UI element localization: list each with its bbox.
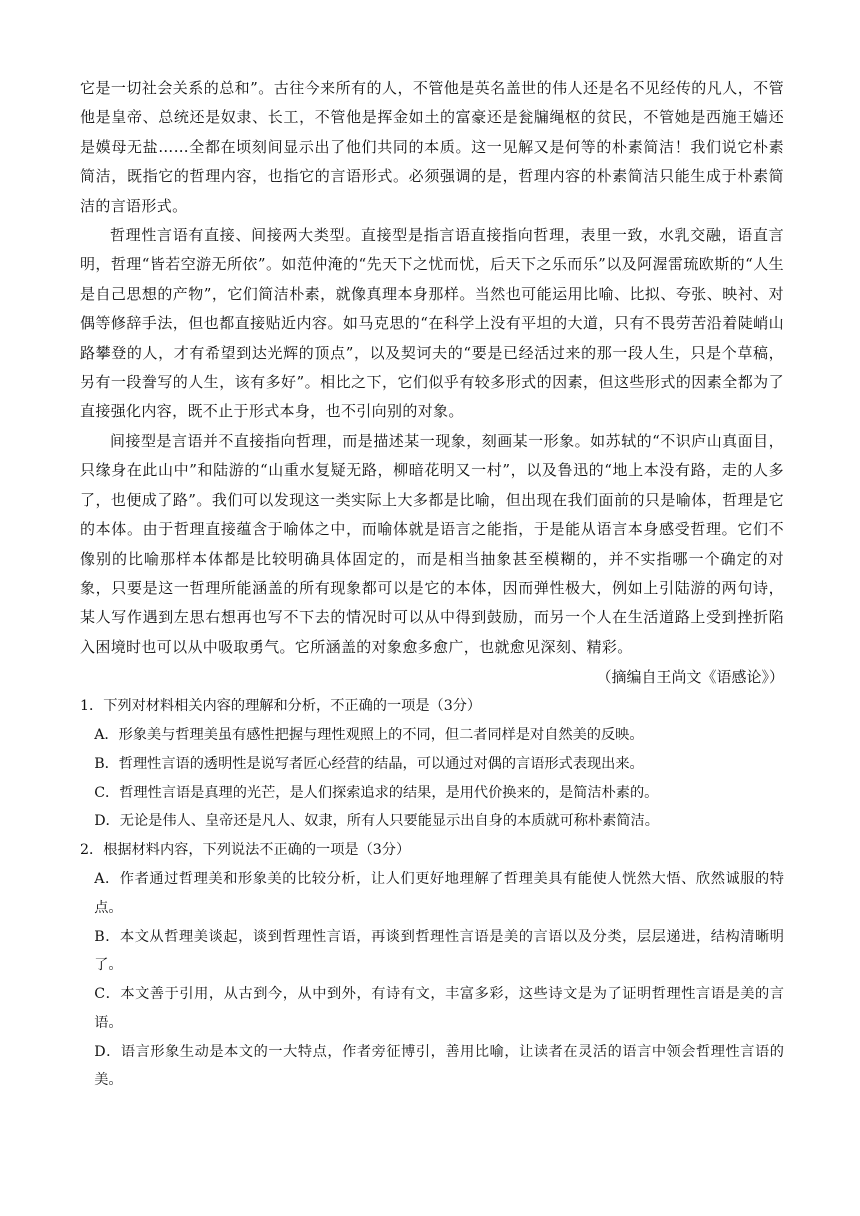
option-a: A．形象美与哲理美虽有感性把握与理性观照上的不同，但二者同样是对自然美的反映。: [94, 726, 644, 743]
article-paragraph-1: 它是一切社会关系的总和”。古往今来所有的人，不管他是英名盖世的伟人还是名不见经传的凡人，不管他是皇帝、总统还是奴隶、长工，不管他是挥金如土的富豪还是瓮牖绳枢的贫民，不管她是西施王嫱还是嫫母无盐……全都在顷刻间显示出了他们共同的本质。这一见解又是何等的朴素简洁！我们说它朴素简洁，既指它的哲理内容，也指它的言语形式。必须强调的是，哲理内容的朴素简洁只能生成于朴素简洁的言语形式。: [80, 79, 784, 215]
article-paragraph-3: 间接型是言语并不直接指向哲理，而是描述某一现象，刻画某一形象。如苏轼的“不识庐山真面目，只缘身在此山中”和陆游的“山重水复疑无路，柳暗花明又一村”，以及鲁迅的“地上本没有路，走的人多了，也便成了路”。我们可以发现这一类实际上大多都是比喻，但出现在我们面前的只是喻体，哲理是它的本体。由于哲理直接蕴含于喻体之中，而喻体就是语言之能指，于是能从语言本身感受哲理。它们不像别的比喻那样本体都是比较明确具体固定的，而是相当抽象甚至模糊的，并不实指哪一个确定的对象，只要是这一哲理所能涵盖的所有现象都可以是它的本体，因而弹性极大，例如上引陆游的两句诗，某人写作遇到左思右想再也写不下去的情况时可以从中得到鼓励，而另一个人在生活道路上受到挫折陷入困境时也可以从中吸取勇气。它所涵盖的对象愈多愈广，也就愈见深刻、精彩。: [80, 431, 784, 656]
option-c: C．本文善于引用，从古到今，从中到外，有诗有文，丰富多彩，这些诗文是为了证明哲理性言语是美的言语。: [94, 986, 784, 1031]
option-c: C．哲理性言语是真理的光芒，是人们探索追求的结果，是用代价换来的，是简洁朴素的。: [94, 784, 659, 801]
question-1: [80, 692, 784, 836]
option-b: B．哲理性言语的透明性是说写者匠心经营的结晶，可以通过对偶的言语形式表现出来。: [94, 755, 644, 772]
option-a: A．作者通过哲理美和形象美的比较分析，让人们更好地理解了哲理美具有能使人恍然大悟、欣然诚服的特点。: [94, 870, 784, 916]
option-b: B．本文从哲理美谈起，谈到哲理性言语，再谈到哲理性言语是美的言语以及分类，层层递进，结构清晰明了。: [94, 928, 784, 974]
article-paragraph-2: 哲理性言语有直接、间接两大类型。直接型是指言语直接指向哲理，表里一致，水乳交融，语直言明，哲理“皆若空游无所依”。如范仲淹的“先天下之忧而忧，后天下之乐而乐”以及阿渥雷琉欧斯的“人生是自己思想的产物”，它们简洁朴素，就像真理本身那样。当然也可能运用比喻、比拟、夸张、映衬、对偶等修辞手法，但也都直接贴近内容。如马克思的“在科学上没有平坦的大道，只有不畏劳苦沿着陡峭山路攀登的人，才有希望到达光辉的顶点”，以及契诃夫的“要是已经活过来的那一段人生，只是个草稿，另有一段誊写的人生，该有多好”。相比之下，它们似乎有较多形式的因素，但这些形式的因素全都为了直接强化内容，既不止于形式本身，也不引向别的对象。: [80, 226, 784, 421]
option-d: D．无论是伟人、皇帝还是凡人、奴隶，所有人只要能显示出自身的本质就可称朴素简洁。: [94, 813, 659, 830]
question-stem: 2．根据材料内容，下列说法不正确的一项是（3分）: [80, 842, 411, 859]
option-d: D．语言形象生动是本文的一大特点，作者旁征博引，善用比喻，让读者在灵活的语言中领会哲理性言语的美。: [94, 1043, 784, 1089]
question-stem: 1．下列对材料相关内容的理解和分析，不正确的一项是（3分）: [80, 698, 482, 715]
question-2: [80, 836, 784, 1095]
document-page: [80, 74, 784, 1095]
article-source: （摘编自王尚文《语感论》）: [596, 668, 784, 687]
